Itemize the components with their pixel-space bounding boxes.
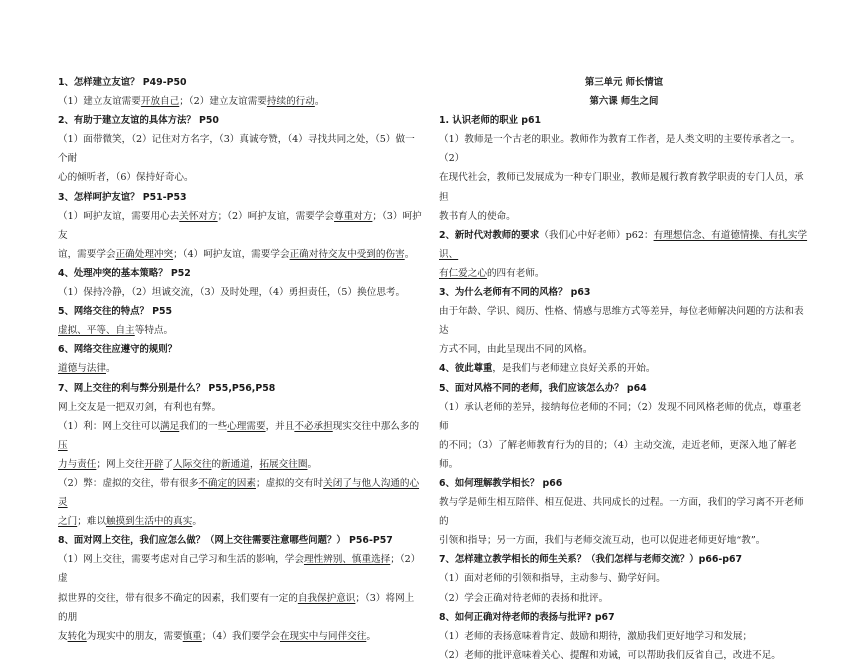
- answer-3-line-1: （1）呵护友谊，需要用心去关怀对方；（2）呵护友谊，需要学会尊重对方；（3）呵护友: [58, 210, 422, 241]
- r-question-6-title: 6、如何理解教学相长？ p66: [439, 477, 563, 489]
- r-answer-5-line-1: （1）承认老师的差异，接纳每位老师的不同；（2）发现不同风格老师的优点，尊重老师: [439, 401, 802, 432]
- answer-1: （1）建立友谊需要开放自己；（2）建立友谊需要持续的行动。: [58, 96, 325, 108]
- answer-8-line-3: 友转化为现实中的朋友，需要慎重；（4）我们要学会在现实中与同伴交往。: [58, 630, 376, 642]
- r-answer-1-line-3: 教书育人的使命。: [439, 210, 516, 222]
- answer-3-line-2: 谊，需要学会正确处理冲突；（4）呵护友谊，需要学会正确对待交友中受到的伤害。: [58, 248, 415, 260]
- answer-8-line-2: 拟世界的交往，带有很多不确定的因素，我们要有一定的自我保护意识；（3）将网上的朋: [58, 592, 415, 623]
- question-4-title: 4、处理冲突的基本策略？ P52: [58, 267, 191, 279]
- r-question-1-title: 1. 认识老师的职业 p61: [439, 115, 541, 127]
- answer-7-line-1: （1）利：网上交往可以满足我们的一些心理需要，并且不必承担现实交往中那么多的压: [58, 420, 420, 451]
- r-answer-8-line-1: （1）老师的表扬意味着肯定、鼓励和期待，激励我们更好地学习和发展；: [439, 630, 753, 642]
- r-answer-6-line-1: 教与学是师生相互陪伴、相互促进、共同成长的过程。一方面，我们的学习离不开老师的: [439, 497, 804, 528]
- left-column: [58, 73, 422, 646]
- r-answer-6-line-2: 引领和指导；另一方面，我们与老师交流互动，也可以促进老师更好地“教”。: [439, 535, 766, 547]
- question-2-title: 2、有助于建立友谊的具体方法？ P50: [58, 115, 219, 127]
- question-3-title: 3、怎样呵护友谊？ P51-P53: [58, 191, 187, 203]
- question-7-title: 7、网上交往的利与弊分别是什么？ P55,P56,P58: [58, 382, 276, 394]
- question-1-title: 1、怎样建立友谊？ P49-P50: [58, 77, 187, 88]
- r-answer-2-line-2: 有仁爱之心的四有老师。: [439, 267, 545, 279]
- answer-7-intro: 网上交友是一把双刃剑，有利也有弊。: [58, 401, 222, 413]
- answer-7-line-3: （2）弊：虚拟的交往，带有很多不确定的因素；虚拟的交有时关闭了与他人沟通的心灵: [58, 477, 420, 509]
- question-8-title: 8、面对网上交往，我们应怎么做？（网上交往需要注意哪些问题？） P56-P57: [58, 535, 393, 547]
- r-answer-7-line-2: （2）学会正确对待老师的表扬和批评。: [439, 592, 609, 604]
- r-answer-5-line-2: 的不同；（3）了解老师教育行为的目的；（4）主动交流，走近老师，更深入地了解老师。: [439, 439, 797, 470]
- answer-8-line-1: （1）网上交往，需要考虑对自己学习和生活的影响，学会理性辨别、慎重选择；（2）虚: [58, 554, 421, 585]
- r-question-4: 4、彼此尊重，是我们与老师建立良好关系的开始。: [439, 363, 656, 375]
- right-column: [439, 73, 809, 665]
- answer-7-line-2: 力与责任；网上交往开辟了人际交往的新通道，拓展交往圈。: [58, 458, 318, 470]
- r-answer-8-line-2: （2）老师的批评意味着关心、提醒和劝诫，可以帮助我们反省自己，改进不足。: [439, 649, 781, 661]
- answer-5: 虚拟、平等、自主等特点。: [58, 325, 174, 337]
- answer-7-line-4: 之门；难以触摸到生活中的真实。: [58, 516, 202, 528]
- question-5-title: 5、网络交往的特点？ P55: [58, 306, 173, 318]
- lesson-title: 第六课 师生之间: [589, 96, 659, 108]
- r-answer-3-line-2: 方式不同，由此呈现出不同的风格。: [439, 344, 593, 356]
- r-answer-7-line-1: （1）面对老师的引领和指导，主动参与、勤学好问。: [439, 573, 666, 585]
- r-question-7-title: 7、怎样建立教学相长的师生关系？（我们怎样与老师交流？）p66-p67: [439, 554, 743, 566]
- r-answer-3-line-1: 由于年龄、学识、阅历、性格、情感与思维方式等差异，每位老师解决问题的方法和表达: [439, 306, 804, 337]
- r-answer-1-line-2: 在现代社会，教师已发展成为一种专门职业，教师是履行教育教学职责的专门人员，承担: [439, 172, 804, 203]
- r-question-3-title: 3、为什么老师有不同的风格？ p63: [439, 287, 591, 299]
- unit-title: 第三单元 师长情谊: [584, 77, 664, 88]
- answer-2-line-1: （1）面带微笑，（2）记住对方名字，（3）真诚夸赞，（4）寻找共同之处，（5）做一个耐: [58, 134, 415, 165]
- r-question-2: 2、新时代对教师的要求（我们心中好老师）p62：有理想信念、有道德情操、有扎实学识、: [439, 229, 808, 260]
- answer-2-line-2: 心的倾听者，（6）保持好奇心。: [58, 172, 194, 184]
- r-question-5-title: 5、面对风格不同的老师，我们应该怎么办？ p64: [439, 382, 647, 394]
- r-answer-1-line-1: （1）教师是一个古老的职业。教师作为教育工作者，是人类文明的主要传承者之一。（2）: [439, 134, 801, 165]
- r-question-8-title: 8、如何正确对待老师的表扬与批评? p67: [439, 611, 615, 623]
- question-6-title: 6、网络交往应遵守的规则？: [58, 344, 178, 356]
- answer-6: 道德与法律。: [58, 363, 116, 375]
- answer-4: （1）保持冷静，（2）坦诚交流，（3）及时处理，（4）勇担责任，（5）换位思考。: [58, 287, 406, 299]
